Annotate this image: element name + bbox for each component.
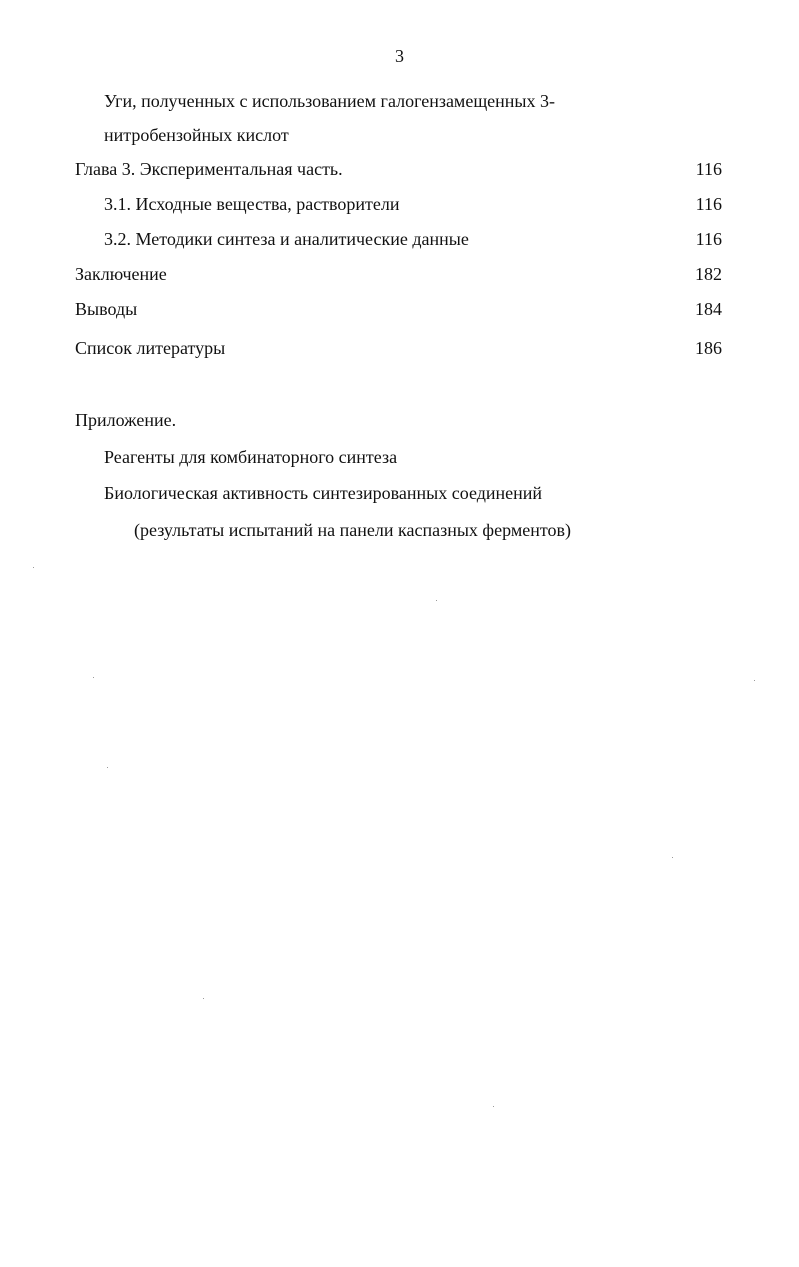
appendix-item-bioactivity-line-1: Биологическая активность синтезированных соединений xyxy=(104,483,543,503)
scan-speck xyxy=(33,567,34,568)
scan-speck xyxy=(436,600,437,601)
toc-section-3-2-page: 116 xyxy=(695,229,722,249)
scan-speck xyxy=(754,680,755,681)
toc-references-page: 186 xyxy=(695,338,722,358)
toc-conclusion-title: Заключение xyxy=(75,264,167,284)
appendix-item-reagents: Реагенты для комбинаторного синтеза xyxy=(104,447,398,467)
toc-findings-title: Выводы xyxy=(75,299,138,319)
scan-speck xyxy=(493,1106,494,1107)
toc-conclusion-page: 182 xyxy=(695,264,722,284)
appendix-item-bioactivity-line-2: (результаты испытаний на панели каспазных ферментов) xyxy=(134,520,571,540)
scan-speck xyxy=(672,857,673,858)
toc-section-3-1-page: 116 xyxy=(695,194,722,214)
toc-findings-page: 184 xyxy=(695,299,722,319)
page-number: 3 xyxy=(395,46,404,66)
toc-section-3-2-title: 3.2. Методики синтеза и аналитические данные xyxy=(104,229,469,249)
scan-speck xyxy=(107,767,108,768)
toc-chapter3-title: Глава 3. Экспериментальная часть. xyxy=(75,159,343,179)
scan-speck xyxy=(203,998,204,999)
toc-chapter3-page: 116 xyxy=(695,159,722,179)
toc-continued-line-1: Уги, полученных с использованием галогензамещенных 3- xyxy=(104,91,556,111)
toc-continued-line-2: нитробензойных кислот xyxy=(104,125,289,145)
scan-speck xyxy=(93,677,94,678)
toc-section-3-1-title: 3.1. Исходные вещества, растворители xyxy=(104,194,400,214)
toc-references-title: Список литературы xyxy=(75,338,226,358)
appendix-title: Приложение. xyxy=(75,410,177,430)
